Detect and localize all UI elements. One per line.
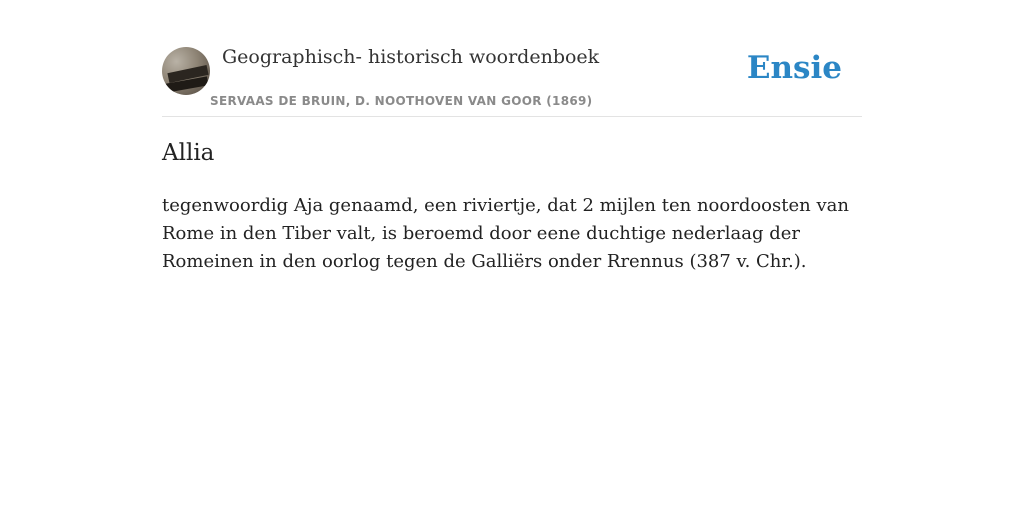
book-header [162,38,862,117]
book-title[interactable]: Geographisch- historisch woordenboek [222,46,600,68]
entry-body: tegenwoordig Aja genaamd, een riviertje, dat 2 mijlen ten noordoosten van Rome in den Tiber valt, is beroemd door eene duchtige nederlaag der Romeinen in den oorlog tegen de Galliërs onder Rrennus (387 v. Chr.). [162,195,849,272]
brand-logo[interactable]: Ensie [746,50,842,86]
book-author: SERVAAS DE BRUIN, D. NOOTHOVEN VAN GOOR (1869) [210,94,593,108]
book-cover-avatar[interactable] [162,47,210,95]
entry-title: Allia [162,140,215,166]
